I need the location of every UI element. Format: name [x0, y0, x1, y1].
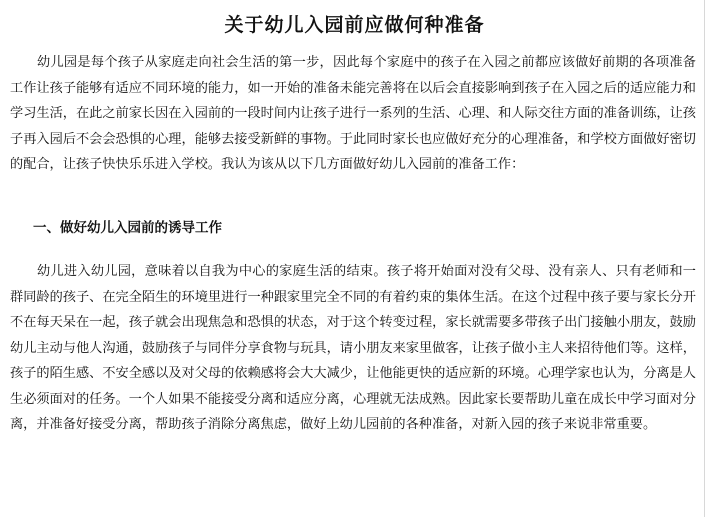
intro-paragraph: 幼儿园是每个孩子从家庭走向社会生活的第一步，因此每个家庭中的孩子在入园之前都应该做好前期的各项准备工作让孩子能够有适应不同环境的能力，如一开始的准备未能完善将在以后会直接影响到孩子在入园之后的适应能力和学习生活，在此之前家长因在入园前的一段时间内让孩子进行一系列的生活、心理、和人际交往方面的准备训练，让孩子再入园后不会会恐惧的心理，能够去接受新鲜的事物。于此同时家长也应做好充分的心理准备，和学校方面做好密切的配合，让孩子快快乐乐进入学校。我认为该从以下几方面做好幼儿入园前的准备工作：	[10, 55, 696, 172]
document-title: 关于幼儿入园前应做何种准备	[224, 14, 485, 36]
section-heading: 一、做好幼儿入园前的诱导工作	[33, 220, 222, 236]
page-margin-line	[704, 0, 705, 517]
section-paragraph: 幼儿进入幼儿园，意味着以自我为中心的家庭生活的结束。孩子将开始面对没有父母、没有亲人、只有老师和一群同龄的孩子、在完全陌生的环境里进行一种跟家里完全不同的有着约束的集体生活。在这个过程中孩子要与家长分开不在每天呆在一起，孩子就会出现焦急和恐惧的状态，对于这个转变过程，家长就需要多带孩子出门接触小朋友，鼓励幼儿主动与他人沟通，鼓励孩子与同伴分享食物与玩具，请小朋友来家里做客，让孩子做小主人来招待他们等。这样，孩子的陌生感、不安全感以及对父母的依赖感将会大大减少，让他能更快的适应新的环境。心理学家也认为，分离是人生必须面对的任务。一个人如果不能接受分离和适应分离，心理就无法成熟。因此家长要帮助儿童在成长中学习面对分离，并准备好接受分离，帮助孩子消除分离焦虑，做好上幼儿园前的各种准备，对新入园的孩子来说非常重要。	[10, 264, 696, 432]
